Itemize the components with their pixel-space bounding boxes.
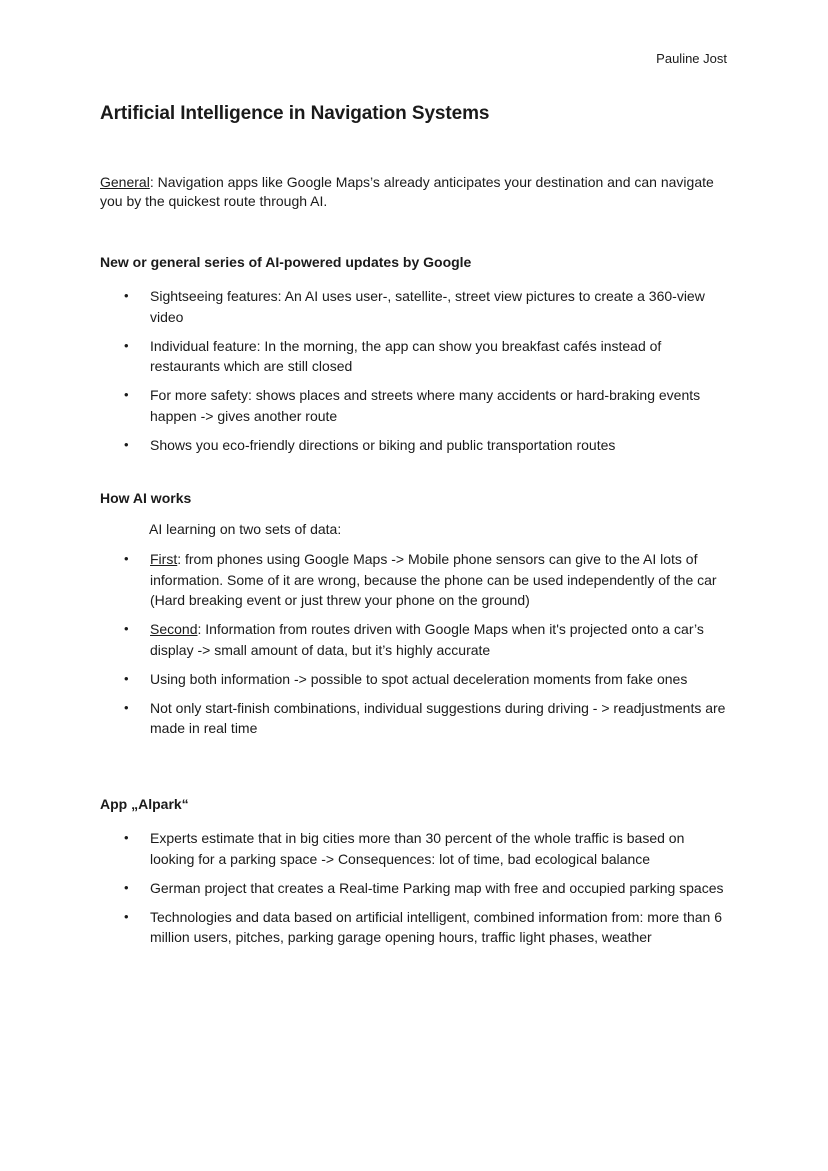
list-item <box>0 336 730 377</box>
how-ai-intro: AI learning on two sets of data: <box>149 521 342 537</box>
list-item <box>0 385 730 426</box>
list-item-label: Second <box>150 621 198 637</box>
bullet-icon: • <box>124 621 129 636</box>
list-item <box>0 286 730 327</box>
bullet-icon: • <box>124 436 129 452</box>
list-item-text: For more safety: shows places and streets where many accidents or hard-braking events happen -> gives another route <box>150 387 701 424</box>
list-item <box>0 828 730 869</box>
list-item-text: Individual feature: In the morning, the app can show you breakfast cafés instead of restaurants which are still closed <box>150 337 662 374</box>
bullet-icon: • <box>124 551 129 566</box>
author-name: Pauline Jost <box>656 51 727 66</box>
section-heading-how-ai-works: How AI works <box>100 490 192 506</box>
bullet-icon: • <box>124 387 129 402</box>
bullet-icon: • <box>124 830 129 845</box>
bullet-icon: • <box>124 288 129 303</box>
list-item <box>0 669 730 690</box>
bullet-icon: • <box>124 908 129 924</box>
general-paragraph <box>100 173 730 211</box>
list-item-text: Experts estimate that in big cities more than 30 percent of the whole traffic is based on looking for a parking space -> Consequences: lot of time, bad ecological balance <box>150 830 685 867</box>
bullet-icon: • <box>124 699 129 715</box>
list-item-text: German project that creates a Real-time Parking map with free and occupied parking spaces <box>150 879 724 896</box>
list-item-label: First <box>150 551 178 567</box>
list-item-text: : from phones using Google Maps -> Mobile phone sensors can give to the AI lots of information. Some of it are wrong, because the phone can be used independently of the car (Hard breaking event or just threw your phone on the ground) <box>150 551 717 608</box>
list-item <box>0 619 730 660</box>
list-item-text: Technologies and data based on artificial intelligent, combined information from: more than 6 million users, pitches, parking garage opening hours, traffic light phases, weather <box>150 908 722 945</box>
how-ai-list <box>0 549 828 747</box>
updates-list <box>0 286 828 464</box>
list-item-text: Sightseeing features: An AI uses user-, satellite-, street view pictures to create a 360-view video <box>150 288 705 325</box>
list-item <box>0 435 730 456</box>
list-item <box>0 907 730 948</box>
list-item-text: Using both information -> possible to spot actual deceleration moments from fake ones <box>150 670 688 687</box>
list-item-text: Shows you eco-friendly directions or biking and public transportation routes <box>150 436 616 453</box>
general-label: General <box>100 174 150 190</box>
section-heading-updates: New or general series of AI-powered updates by Google <box>100 254 472 270</box>
bullet-icon: • <box>124 879 129 895</box>
bullet-icon: • <box>124 337 129 353</box>
bullet-icon: • <box>124 670 129 686</box>
document-title: Artificial Intelligence in Navigation Systems <box>100 103 490 124</box>
list-item-text: : Information from routes driven with Google Maps when it's projected onto a car’s display -> small amount of data, but it’s highly accurate <box>150 621 704 658</box>
list-item <box>0 878 730 899</box>
section-heading-alpark: App „Alpark“ <box>100 796 189 812</box>
list-item <box>0 698 730 739</box>
alpark-list <box>0 828 828 956</box>
list-item <box>0 549 730 611</box>
list-item-text: Not only start-finish combinations, individual suggestions during driving - > readjustments are made in real time <box>150 699 726 736</box>
general-text: : Navigation apps like Google Maps’s already anticipates your destination and can navigate you by the quickest route through AI. <box>100 174 714 209</box>
